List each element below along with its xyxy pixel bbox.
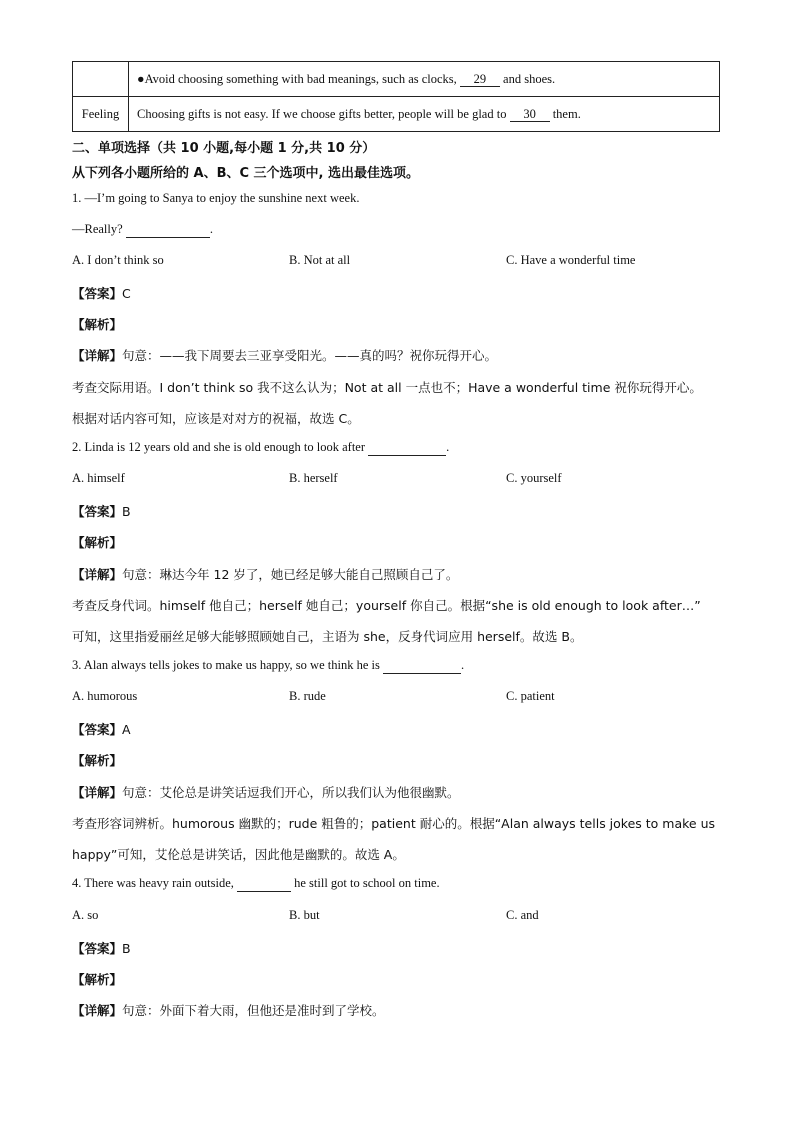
bullet-icon: ● bbox=[137, 71, 145, 86]
option-b: B. rude bbox=[289, 689, 326, 703]
question-4: 4. There was heavy rain outside, he still got to school on time. bbox=[72, 876, 440, 890]
explain-line: happy”可知，艾伦总是讲笑话，因此他是幽默的。故选 A。 bbox=[72, 847, 405, 862]
section-heading: 二、单项选择（共 10 小题,每小题 1 分,共 10 分） bbox=[72, 141, 376, 156]
blank-30: 30 bbox=[510, 107, 550, 122]
option-b: B. herself bbox=[289, 471, 338, 485]
option-a: A. so bbox=[72, 908, 99, 922]
detail-line: 【详解】句意：——我下周要去三亚享受阳光。——真的吗？祝你玩得开心。 bbox=[72, 348, 498, 363]
answer-blank bbox=[368, 440, 446, 456]
analysis-label: 【解析】 bbox=[72, 753, 123, 768]
detail-line: 【详解】句意：艾伦总是讲笑话逗我们开心，所以我们认为他很幽默。 bbox=[72, 785, 460, 800]
analysis-label: 【解析】 bbox=[72, 535, 123, 550]
option-a: A. humorous bbox=[72, 689, 138, 703]
question-1: 1. —I’m going to Sanya to enjoy the sunshine next week. bbox=[72, 191, 360, 205]
option-c: C. and bbox=[506, 908, 539, 922]
option-a: A. I don’t think so bbox=[72, 253, 164, 267]
question-3: 3. Alan always tells jokes to make us happy, so we think he is . bbox=[72, 658, 465, 672]
option-b: B. Not at all bbox=[289, 253, 351, 267]
answer-blank bbox=[237, 876, 291, 892]
detail-line: 【详解】句意：外面下着大雨，但他还是准时到了学校。 bbox=[72, 1003, 385, 1018]
section-instruction: 从下列各小题所给的 A、B、C 三个选项中, 选出最佳选项。 bbox=[72, 166, 420, 181]
option-c: C. Have a wonderful time bbox=[506, 253, 636, 267]
option-a: A. himself bbox=[72, 471, 125, 485]
answer-line: 【答案】B bbox=[72, 504, 131, 519]
explain-line: 考查形容词辨析。humorous 幽默的；rude 粗鲁的；patient 耐心的。根据“Alan always tells jokes to make us bbox=[72, 816, 716, 831]
explain-line: 考查交际用语。I don’t think so 我不这么认为；Not at all 一点也不；Have a wonderful time 祝你玩得开心。 bbox=[72, 380, 702, 395]
question-1-line2: —Really? . bbox=[72, 222, 213, 236]
explain-line: 可知，这里指爱丽丝足够大能够照顾她自己，主语为 she，反身代词应用 herself。故选 B。 bbox=[72, 629, 583, 644]
answer-blank bbox=[383, 658, 461, 674]
option-c: C. patient bbox=[506, 689, 555, 703]
analysis-label: 【解析】 bbox=[72, 317, 123, 332]
table-row bbox=[73, 97, 720, 132]
table-row-label: Feeling bbox=[73, 97, 129, 132]
table-cell: Choosing gifts is not easy. If we choose gifts better, people will be glad to 30 them. bbox=[129, 97, 720, 132]
option-c: C. yourself bbox=[506, 471, 562, 485]
explain-line: 根据对话内容可知，应该是对对方的祝福，故选 C。 bbox=[72, 411, 360, 426]
detail-line: 【详解】句意：琳达今年 12 岁了，她已经足够大能自己照顾自己了。 bbox=[72, 567, 459, 582]
answer-line: 【答案】A bbox=[72, 722, 131, 737]
explain-line: 考查反身代词。himself 他自己；herself 她自己；yourself 你自己。根据“she is old enough to look after…” bbox=[72, 598, 701, 613]
blank-29: 29 bbox=[460, 72, 500, 87]
question-2: 2. Linda is 12 years old and she is old enough to look after . bbox=[72, 440, 450, 454]
table-row-label bbox=[73, 62, 129, 97]
answer-line: 【答案】C bbox=[72, 286, 131, 301]
option-b: B. but bbox=[289, 908, 320, 922]
table-cell: ●Avoid choosing something with bad meanings, such as clocks, 29 and shoes. bbox=[129, 62, 720, 97]
answer-blank bbox=[126, 222, 210, 238]
analysis-label: 【解析】 bbox=[72, 972, 123, 987]
answer-line: 【答案】B bbox=[72, 941, 131, 956]
summary-table bbox=[72, 61, 720, 132]
table-row bbox=[73, 62, 720, 97]
